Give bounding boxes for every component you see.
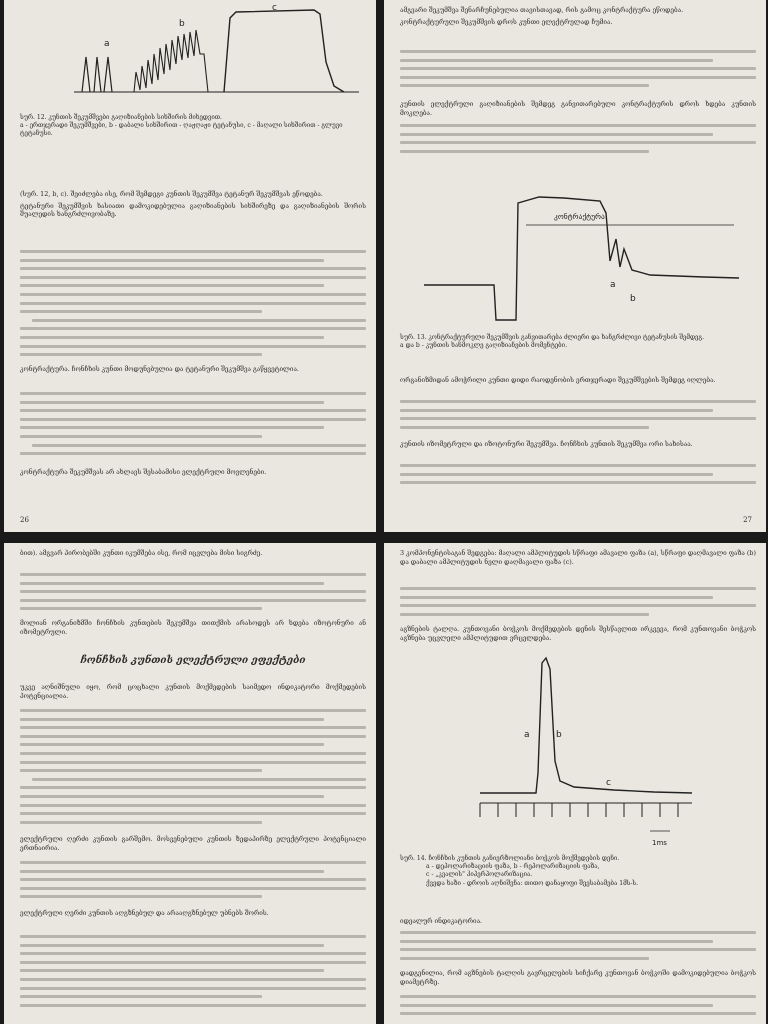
fig13-title: კონტრაქტურა [554, 212, 605, 221]
p27-para3: კუნთის ელექტრული გაღიზიანების შემდეგ განვითარებული კონტრაქტურის დროს ხდება კუნთის მოკლება. [400, 100, 756, 117]
p26-text [20, 190, 366, 222]
fig14-caption-line3: c - „კვალის" ჰიპერპოლარიზაცია. [426, 871, 533, 879]
section-heading: ჩონჩხის კუნთის ელექტრული ეფექტები [80, 655, 306, 666]
fig14-caption-line1: სურ. 14. ჩონჩხის კუნთის განიერზოლიანი ბოჭკოს მოქმედების დენი. [400, 855, 620, 862]
p29-text-3 [400, 917, 756, 929]
fig12-caption-line1: სურ. 12. კუნთის შეკუმშვები გაღიზიანების სიხშირის მიხედვით. [20, 114, 222, 121]
fig14-scale-label: 1ms [652, 839, 667, 847]
p27-body-lines-4 [400, 464, 756, 490]
fig14-time-ticks [480, 803, 678, 817]
p27-para5: კუნთის იზომეტრული და იზოტონური შეკუმშვა. ჩონჩხის კუნთის შეკუმშვა ორი სახისაა. [400, 440, 693, 448]
p29-text-4 [400, 969, 756, 989]
p26-para4: კონტრაქტურა შეკუმშვას არ ახლავს შესაბამისი ელექტრული მოვლენები. [20, 468, 267, 476]
p27-para1: ამგვარი შეკუმშვა შენარჩუნებულია თავისთავად, რის გამოც კონტრაქტურა ეწოდება. [400, 6, 684, 14]
fig12-caption [20, 114, 366, 139]
p26-body-lines-1 [20, 250, 366, 362]
p28-text [20, 549, 366, 561]
p29-para2: აგზნების ტალღა. კუნთოვანი ბოჭკოს მოქმედების დენის შესწავლით ირკვევა, რომ კუნთოვანი ბოჭკოს აგზნება უცვლელი ამპლიტუდით ვრცელდება. [400, 625, 756, 642]
p29-body-lines-3 [400, 995, 756, 1021]
p27-body-lines-1 [400, 50, 756, 93]
page-26 [4, 0, 376, 532]
p28-heading-wrap [20, 655, 366, 666]
p29-para3: იდეალურ ინდიკატორია. [400, 917, 483, 925]
p29-para1: 3 კომპონენტისაგან შედგება: მაღალი ამპლიტუდის სწრაფი ამავალი ფაზა (a), სწრაფი დაღმავალი ფაზა (b) და დაბალი ამპლიტუდის ნელი დაღმავალი ფაზა (c). [400, 549, 756, 566]
p27-para4: ორგანიზმიდან ამოჭრილი კუნთი დიდი რაოდენობის ერთჯერადი შეკუმშვების შემდეგ იღლება. [400, 376, 716, 384]
p26-para2: ტეტანური შეკუმშვის ხასიათი დამოკიდებულია გაღიზიანების სიხშირეზე და გაღიზიანების შორის შუალედის ხანგრძლივობაზე. [20, 201, 366, 219]
p27-text-4 [400, 440, 756, 452]
p28-body-lines-2 [20, 709, 366, 829]
p29-para4: დადგენილია, რომ აგზნების ტალღის გავრცელების სიჩქარე კუნთოვან ბოჭკოში დამოკიდებულია ბოჭკოს დიამეტრზე. [400, 969, 756, 986]
fig12-label-a: a [104, 39, 110, 49]
fig12-label-c: c [272, 3, 277, 13]
p28-body-lines-3 [20, 861, 366, 904]
page-27 [384, 0, 766, 532]
fig12-caption-line2: a - ერთჯერადი შეკუმშვები, b - დაბალი სიხშირით - ღაჟღაჟი ტეტანუსი, c - მაღალი სიხშირით - გლუვი ტეტანუსი. [20, 122, 343, 138]
p28-text-3 [20, 683, 366, 703]
p28-para1: ბით). ამგვარ პირობებში კუნთი იკუმშება ისე, რომ იცვლება მისი სიგრძე. [20, 549, 263, 557]
page-number-26: 26 [20, 516, 29, 524]
p27-body-lines-2 [400, 124, 756, 158]
fig14-label-a: a [524, 730, 530, 740]
page-number-27: 27 [743, 516, 752, 524]
p26-text-2 [20, 365, 366, 377]
p27-para2: კონტრაქტურული შეკუმშვის დროს კუნთი ელექტრულად ჩუმია. [400, 17, 613, 26]
p26-para3: კონტრაქტურა. ჩონჩხის კუნთი მოდუნებულია და ტეტანური შეკუმშვა გაწყვეტილია. [20, 365, 299, 373]
figure-14-action-current-plot [424, 653, 714, 878]
fig14-caption-line4: ქვედა ხაზი - დროის აღნიშვნა: თითო დანაყოფი შეესაბამება 1მს-ს. [426, 879, 639, 887]
fig13-label-b: b [630, 294, 636, 304]
p26-body-lines-2 [20, 392, 366, 461]
p28-text-5 [20, 909, 366, 921]
fig13-label-a: a [610, 280, 616, 290]
p28-text-2 [20, 619, 366, 639]
p26-text-3 [20, 468, 366, 480]
p28-para2: მოლიან ორგანიზმში ჩონჩხის კუნთების შეკუმშვა თითქმის არასოდეს არ ხდება იზოტონური ან იზომეტრული. [20, 619, 366, 636]
fig12-label-b: b [179, 19, 185, 29]
p26-para1: (სურ. 12, b, c). შეიძლება ისე, რომ შემდეგი კუნთის შეკუმშვა ტეტანურ შეკუმშვას ეწოდება. [20, 190, 323, 198]
p27-body-lines-3 [400, 400, 756, 434]
p28-para4: ელექტრული ღერძი კუნთის გარშემო. მოსვენებული კუნთის ზედაპირზე ელექტრული პოტენციალი ერთნაირია. [20, 835, 366, 852]
fig13-caption-line2: a და b - კუნთის ხანმოკლე გაღიზიანების მომენტები. [400, 342, 568, 350]
p28-body-lines-4 [20, 935, 366, 1012]
p28-para5: ელექტრული ღერძი კუნთის აღგზნებულ და არააღგზნებულ უბნებს შორის. [20, 909, 269, 917]
page-29 [384, 543, 766, 1024]
p29-text-2 [400, 625, 756, 645]
fig14-caption [400, 855, 756, 888]
fig14-caption-line2: a - დეპოლარიზაციის ფაზა, b - რეპოლარიზაციის ფაზა, [426, 863, 600, 871]
figure-13-contracture-plot [404, 175, 744, 325]
p27-text-3 [400, 376, 756, 388]
fig14-label-b: b [556, 730, 562, 740]
p29-body-lines-1 [400, 587, 756, 621]
figure-12-tetanus-plot [64, 2, 364, 112]
p27-text [400, 6, 756, 29]
p28-para3: უკვე აღნიშნული იყო, რომ ცოცხალი კუნთის მოქმედების საიმედო ინდიკატორი მოქმედების პოტენციალია. [20, 683, 366, 700]
p29-body-lines-2 [400, 931, 756, 965]
p28-body-lines-1 [20, 573, 366, 616]
fig14-label-c: c [606, 778, 611, 788]
p27-text-2 [400, 100, 756, 120]
p28-text-4 [20, 835, 366, 855]
fig13-caption [400, 334, 756, 350]
page-28 [4, 543, 376, 1024]
p29-text [400, 549, 756, 569]
fig13-caption-line1: სურ. 13. კონტრაქტურული შეკუმშვის განვითარება ძლიერი და ხანგრძლივი ტეტანუსის შემდეგ. [400, 334, 705, 341]
